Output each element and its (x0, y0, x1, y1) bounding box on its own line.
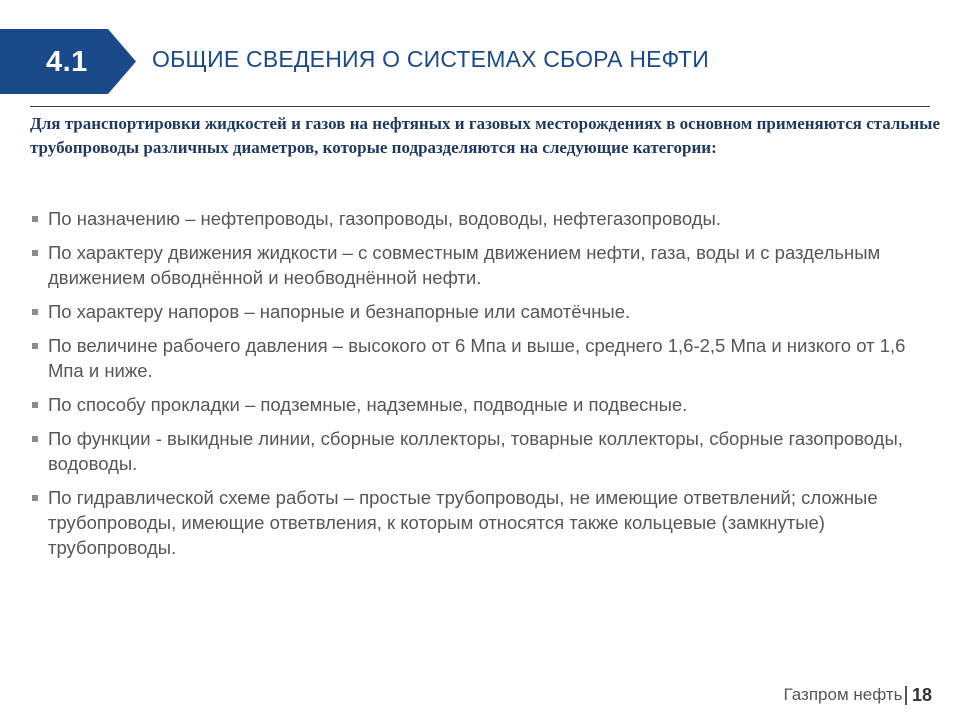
list-item (30, 333, 910, 383)
footer (784, 681, 932, 709)
title-divider (30, 106, 930, 107)
intro-paragraph: Для транспортировки жидкостей и газов на нефтяных и газовых месторождениях в основном применяются стальные трубопроводы различных диаметров, которые подразделяются на следующие категории: (30, 114, 940, 157)
list-item-text: По характеру напоров – напорные и безнапорные или самотёчные. (48, 301, 631, 322)
list-item-text: По способу прокладки – подземные, надземные, подводные и подвесные. (48, 394, 688, 415)
list-item-text: По гидравлической схеме работы – простые трубопроводы, не имеющие ответвлений; сложные трубопроводы, имеющие ответвления, к которым относятся также кольцевые (замкнутые) трубопроводы. (48, 487, 878, 558)
list-item-text: По характеру движения жидкости – с совместным движением нефти, газа, воды и с раздельным движением обводнённой и необводнённой нефти. (48, 242, 881, 288)
square-bullet-icon (32, 216, 38, 222)
section-number: 4.1 (46, 46, 88, 78)
square-bullet-icon (32, 495, 38, 501)
category-list (30, 206, 910, 569)
list-item (30, 392, 910, 417)
list-item (30, 240, 910, 290)
square-bullet-icon (32, 309, 38, 315)
slide-title: ОБЩИЕ СВЕДЕНИЯ О СИСТЕМАХ СБОРА НЕФТИ (152, 46, 710, 72)
brand-name: Газпром нефть (783, 685, 903, 704)
square-bullet-icon (32, 343, 38, 349)
square-bullet-icon (32, 402, 38, 408)
list-item (30, 299, 910, 324)
list-item-text: По функции - выкидные линии, сборные коллекторы, товарные коллекторы, сборные газопроводы, водоводы. (48, 428, 903, 474)
square-bullet-icon (32, 436, 38, 442)
list-item-text: По величине рабочего давления – высокого от 6 Мпа и выше, среднего 1,6-2,5 Мпа и низкого от 1,6 Мпа и ниже. (48, 335, 906, 381)
list-item (30, 426, 910, 476)
page-number: 18 (911, 685, 932, 705)
square-bullet-icon (32, 250, 38, 256)
list-item (30, 206, 910, 231)
list-item (30, 485, 910, 560)
list-item-text: По назначению – нефтепроводы, газопроводы, водоводы, нефтегазопроводы. (48, 208, 721, 229)
footer-divider (905, 686, 907, 705)
